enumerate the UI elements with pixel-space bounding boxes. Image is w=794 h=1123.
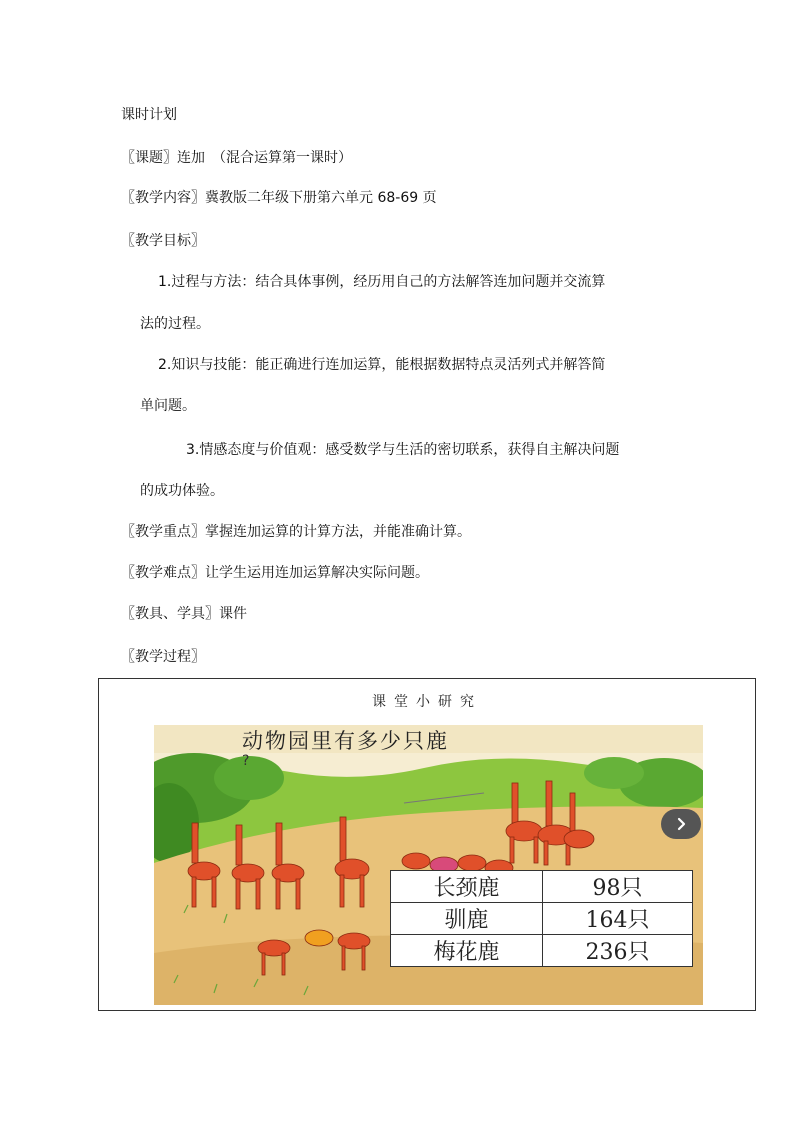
chevron-right-icon: [674, 817, 688, 831]
frame-title: 课堂小研究: [372, 694, 482, 710]
goal3-line2: 的成功体验。: [140, 483, 224, 499]
deer-count-cell: 98只: [543, 871, 693, 903]
deer-count-cell: 164只: [543, 903, 693, 935]
goals-label: 〖教学目标〗: [121, 233, 205, 249]
content-line: 〖教学内容〗冀教版二年级下册第六单元 68-69 页: [121, 190, 437, 206]
difficulty-line: 〖教学难点〗让学生运用连加运算解决实际问题。: [121, 565, 429, 581]
goal1-line2: 法的过程。: [140, 316, 210, 332]
deer-name-cell: 驯鹿: [391, 903, 543, 935]
topic-line: 〖课题〗连加 （混合运算第一课时）: [121, 150, 352, 166]
table-row: [391, 935, 693, 967]
goal2-line2: 单问题。: [140, 398, 196, 414]
slide-image: [154, 725, 703, 1005]
deer-count-cell: 236只: [543, 935, 693, 967]
next-slide-button[interactable]: [661, 809, 701, 839]
deer-name-cell: 梅花鹿: [391, 935, 543, 967]
doc-heading: 课时计划: [121, 107, 177, 123]
slide-title: 动物园里有多少只鹿: [242, 729, 449, 753]
key-point-line: 〖教学重点〗掌握连加运算的计算方法，并能准确计算。: [121, 524, 471, 540]
goal2-line1: 2.知识与技能：能正确进行连加运算，能根据数据特点灵活列式并解答简: [158, 357, 606, 373]
process-label: 〖教学过程〗: [121, 649, 205, 665]
question-mark: ?: [242, 753, 250, 769]
tools-line: 〖教具、学具〗课件: [121, 606, 247, 622]
goal1-line1: 1.过程与方法：结合具体事例，经历用自己的方法解答连加问题并交流算: [158, 274, 606, 290]
table-row: [391, 871, 693, 903]
goal3-line1: 3.情感态度与价值观：感受数学与生活的密切联系，获得自主解决问题: [186, 442, 620, 458]
deer-name-cell: 长颈鹿: [391, 871, 543, 903]
slide-frame: [98, 678, 756, 1011]
table-row: [391, 903, 693, 935]
deer-count-table: [390, 870, 693, 967]
